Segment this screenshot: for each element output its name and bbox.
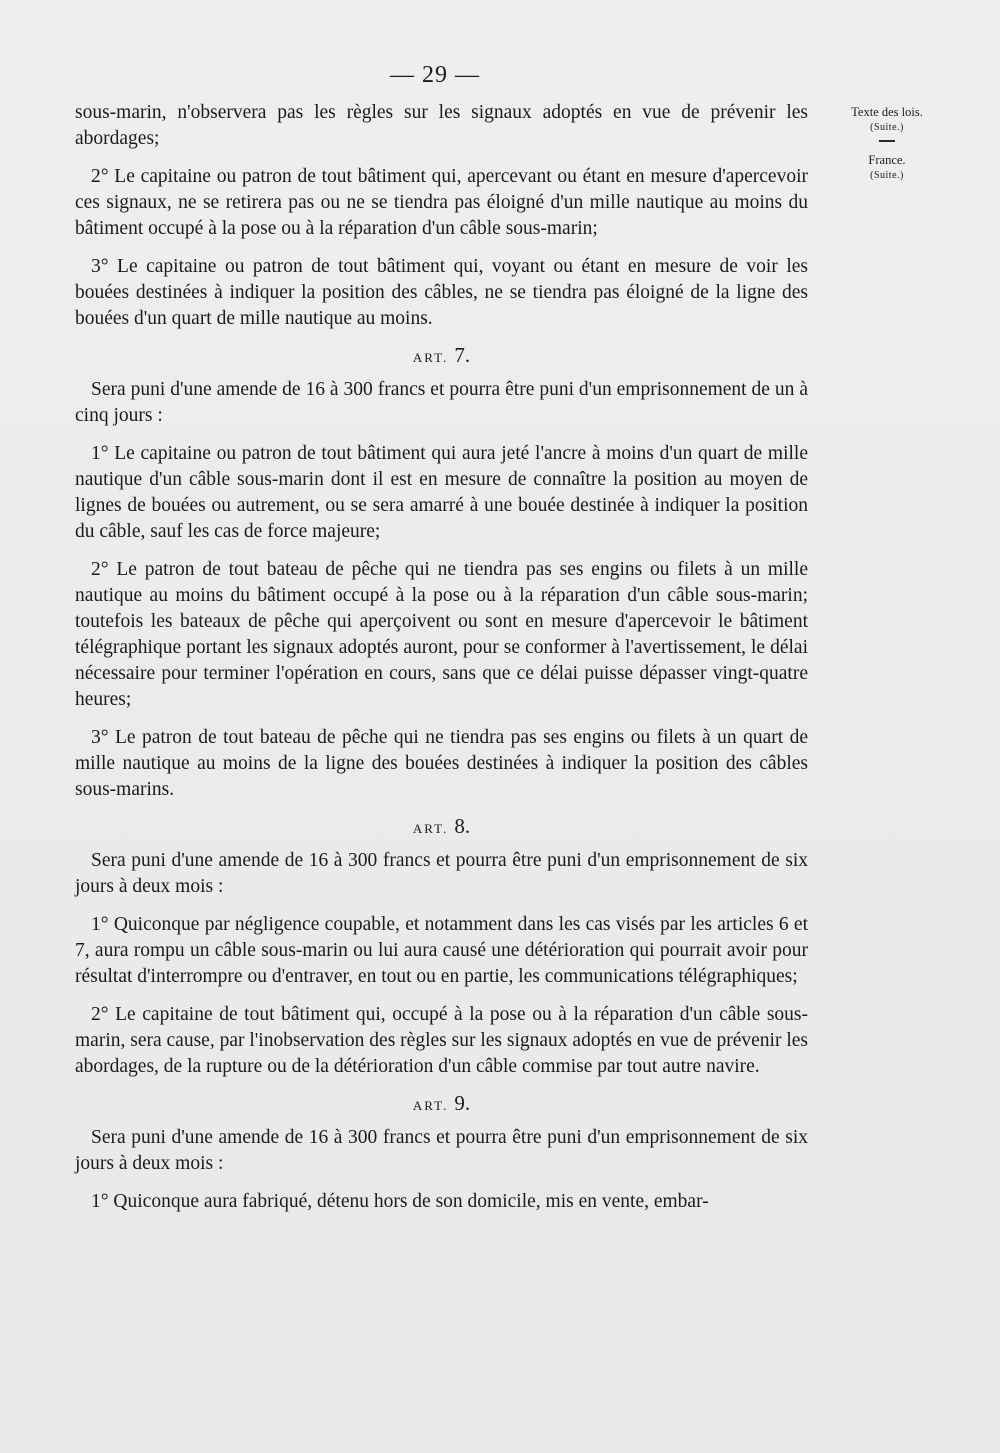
margin-note-country-continued: (Suite.) [870, 170, 904, 181]
margin-divider [879, 140, 895, 142]
margin-note-laws: Texte des lois. [851, 105, 923, 119]
article-number: 8. [454, 814, 471, 838]
article-label: ART. [412, 821, 449, 836]
article-number: 7. [454, 343, 471, 367]
article-9-intro: Sera puni d'une amende de 16 à 300 francs et pourra être puni d'un emprisonnement de six jours à deux mois : [75, 1127, 808, 1174]
article-label: ART. [412, 350, 449, 365]
margin-notes [826, 104, 948, 184]
paragraph-item-3: 3° Le capitaine ou patron de tout bâtiment qui, voyant ou étant en mesure de voir les bouées destinées à indiquer la position des câbles, ne se tiendra pas éloigné de la ligne des bouées d'un quart de mille nautique au moins. [75, 256, 808, 329]
article-7-intro: Sera puni d'une amende de 16 à 300 francs et pourra être puni d'un emprisonnement de un à cinq jours : [75, 379, 808, 426]
article-8-item-2: 2° Le capitaine de tout bâtiment qui, occupé à la pose ou à la réparation d'un câble sous-marin, sera cause, par l'inobservation des règles sur les signaux adoptés en vue de prévenir les abordages, de la rupture ou de la détérioration d'un câble commise par tout autre navire. [75, 1004, 808, 1077]
article-9-heading [75, 1092, 808, 1117]
article-7-item-2: 2° Le patron de tout bateau de pêche qui ne tiendra pas ses engins ou filets à un mille nautique au moins du bâtiment occupé à la pose ou à la réparation d'un câble sous-marin; toutefois les bateaux de pêche qui aperçoivent ou sont en mesure d'apercevoir le bâtiment télégraphique portant les signaux adoptés auront, pour se conformer à l'avertissement, le délai nécessaire pour terminer l'opération en cours, sans que ce délai puisse dépasser vingt-quatre heures; [75, 559, 808, 710]
article-label: ART. [412, 1098, 449, 1113]
article-8-intro: Sera puni d'une amende de 16 à 300 francs et pourra être puni d'un emprisonnement de six jours à deux mois : [75, 850, 808, 897]
article-8-item-1: 1° Quiconque par négligence coupable, et notamment dans les cas visés par les articles 6 et 7, aura rompu un câble sous-marin ou lui aura causé une détérioration qui pourrait avoir pour résultat d'interrompre ou d'entraver, en tout ou en partie, les communications télégraphiques; [75, 914, 808, 987]
article-9-item-1: 1° Quiconque aura fabriqué, détenu hors de son domicile, mis en vente, embar- [91, 1191, 709, 1212]
margin-note-country: France. [868, 153, 906, 167]
paragraph-continuation: sous-marin, n'observera pas les règles sur les signaux adoptés en vue de prévenir les abordages; [75, 102, 808, 149]
margin-note-laws-continued: (Suite.) [870, 122, 904, 133]
article-7-item-1: 1° Le capitaine ou patron de tout bâtiment qui aura jeté l'ancre à moins d'un quart de mille nautique d'un câble sous-marin dont il est en mesure de connaître la position au moyen de lignes de bouées ou autrement, ou se sera amarré à une bouée destinée à indiquer la position du câble, sauf les cas de force majeure; [75, 443, 808, 542]
article-7-heading [75, 344, 808, 369]
body-text [75, 100, 808, 1227]
article-8-heading [75, 815, 808, 840]
page-number: — 29 — [390, 62, 480, 88]
article-7-item-3: 3° Le patron de tout bateau de pêche qui ne tiendra pas ses engins ou filets à un quart de mille nautique au moins de la ligne des bouées destinées à indiquer la position des câbles sous-marins. [75, 727, 808, 800]
article-number: 9. [454, 1091, 471, 1115]
paragraph-item-2: 2° Le capitaine ou patron de tout bâtiment qui, apercevant ou étant en mesure d'apercevoir ces signaux, ne se retirera pas ou ne se tiendra pas éloigné d'un mille nautique au moins du bâtiment occupé à la pose ou à la réparation d'un câble sous-marin; [75, 166, 808, 239]
